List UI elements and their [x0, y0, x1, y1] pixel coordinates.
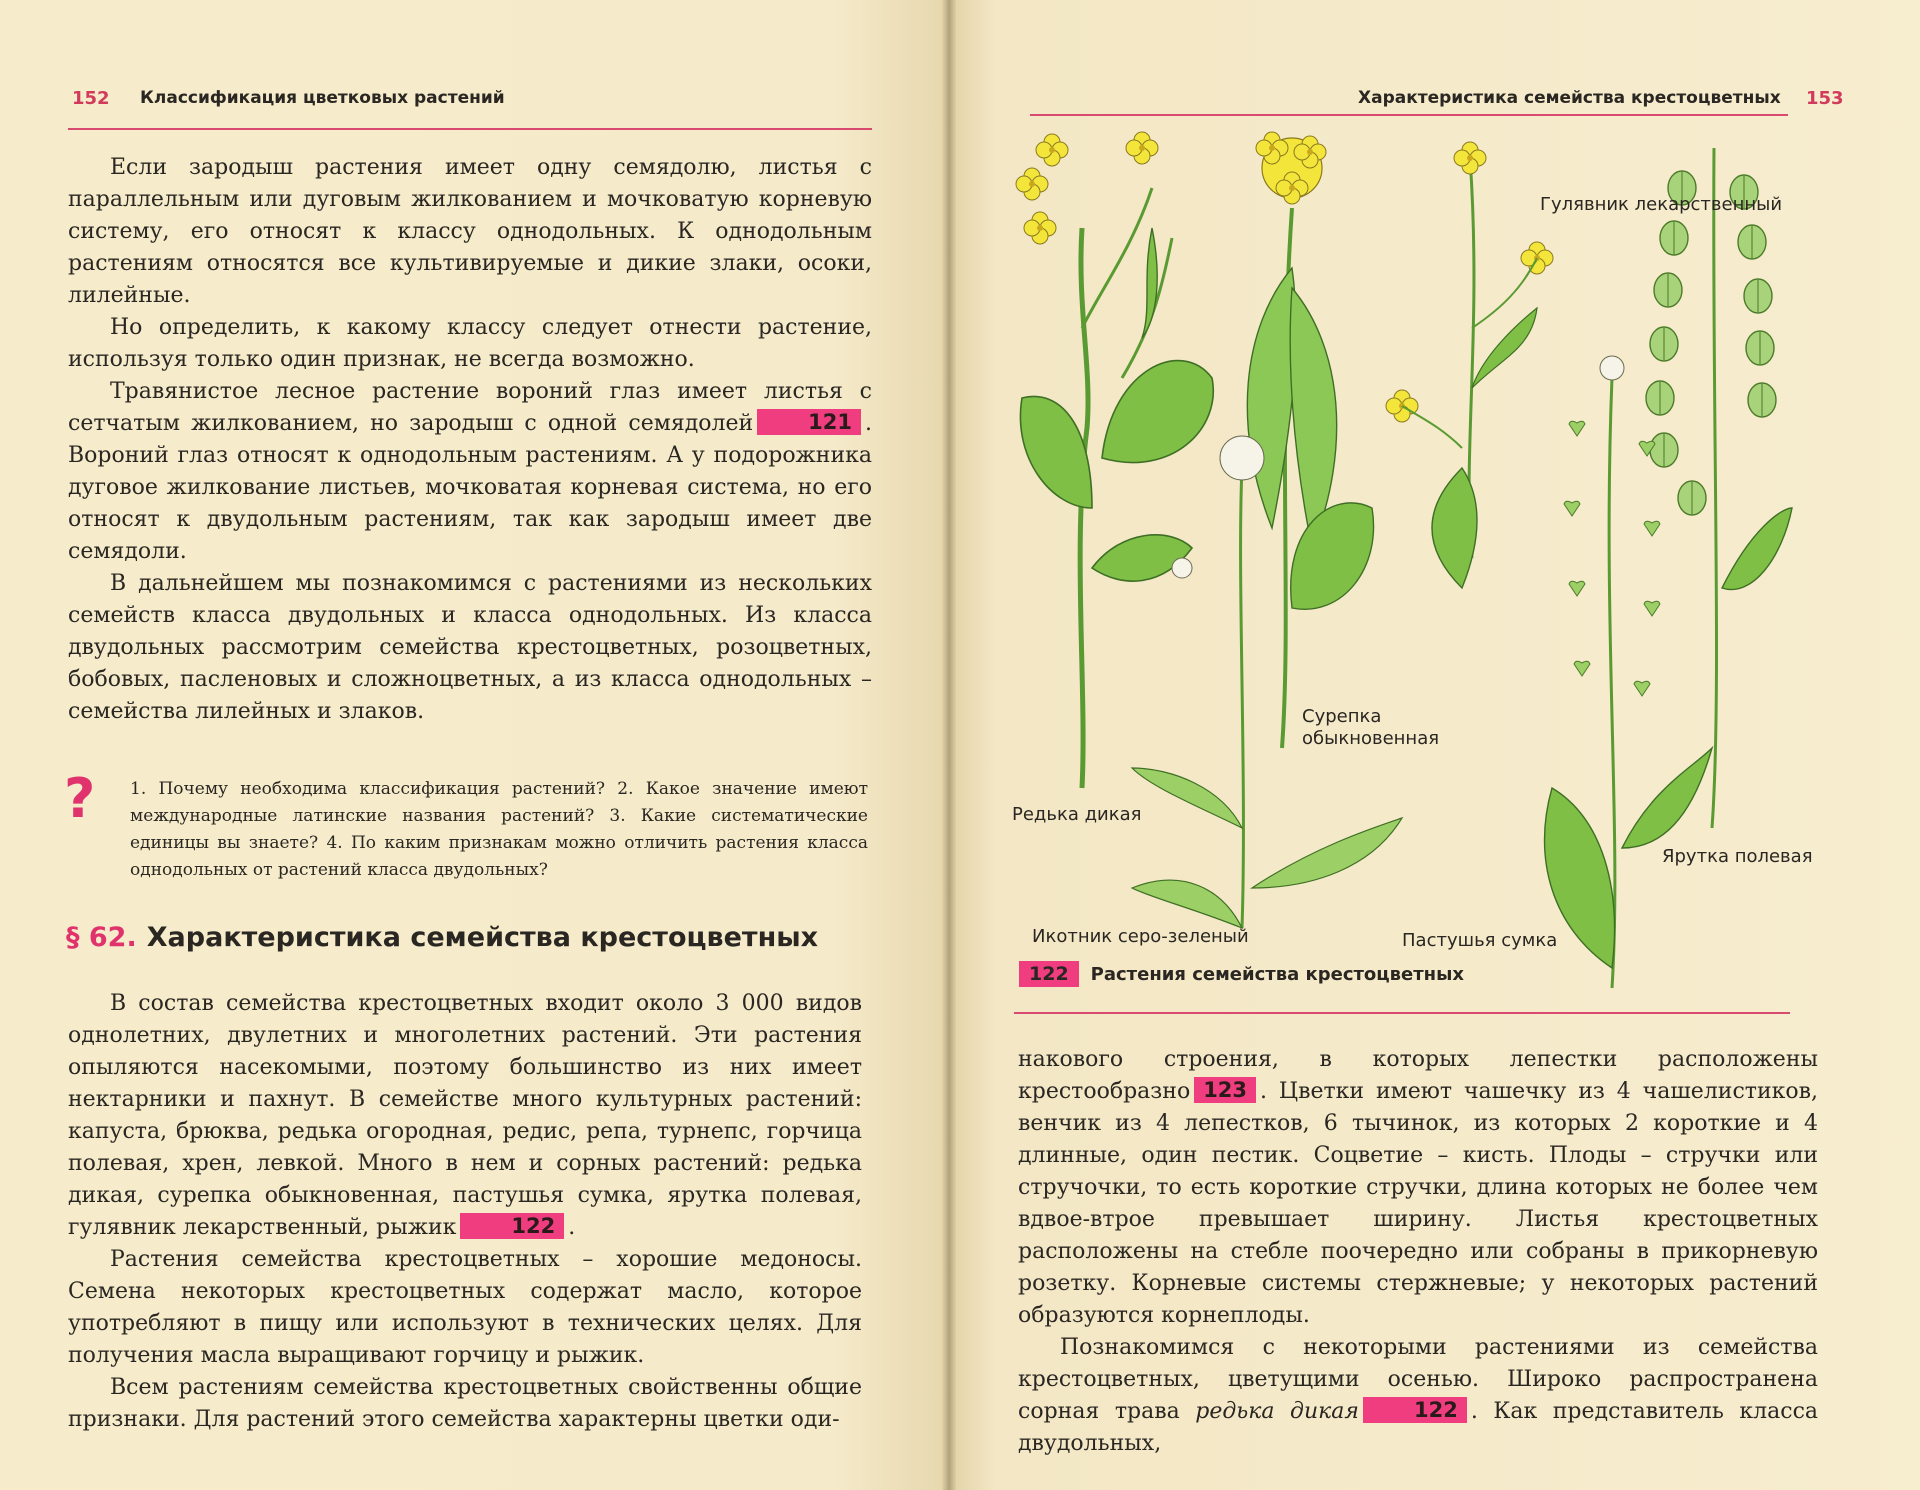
- plant-pastushya: [1545, 356, 1713, 988]
- paragraph-text: . Вороний глаз относят к однодольным растениям. А у подорожника дуговое жилкование листьев, мочковатая корневая система, но его относят к двудольным растениям, так как зародыш имеет две семядоли.: [68, 411, 872, 564]
- plant-gulyavnik: [1386, 142, 1553, 588]
- label-ikotnik: Икотник серо-зеленый: [1032, 926, 1249, 947]
- header-rule-right: [1030, 114, 1788, 116]
- section-title: Характеристика семейства крестоцветных: [146, 922, 819, 953]
- right-text: [1018, 1044, 1818, 1460]
- label-redka: Редька дикая: [1012, 804, 1142, 825]
- paragraph-text: . Цветки имеют чашечку из 4 чашелистиков, венчик из 4 лепестков, 6 тычинок, из которых 2 короткие и 4 длинные, один пестик. Соцветие – кисть. Плоды – стручки или стручочки, то есть короткие стручки, длина которых не более чем вдвое-втрое превышает ширину. Листья крестоцветных расположены на стебле поочередно или собраны в прикорневую розетку. Корневые системы стержневые; у некоторых растений образуются корнеплоды.: [1018, 1079, 1818, 1328]
- plant-illustration: [992, 128, 1852, 1008]
- paragraph-text: накового строения, в которых лепестки расположены крестообразно: [1018, 1047, 1818, 1104]
- italic-term: редька дикая: [1195, 1399, 1359, 1424]
- paragraph: Всем растениям семейства крестоцветных свойственны общие признаки. Для растений этого семейства характерны цветки оди-: [68, 1375, 862, 1432]
- paragraph: Но определить, к какому классу следует отнести растение, используя только один признак, не всегда возможно.: [68, 315, 872, 372]
- figure-number: 122: [1019, 961, 1079, 987]
- paragraph: [1018, 1332, 1818, 1460]
- plant-surepka: [1247, 132, 1373, 748]
- plant-redka: [1016, 132, 1213, 788]
- paragraph: Если зародыш растения имеет одну семядолю, листья с параллельным или дуговым жилкованием и мочковатую корневую систему, его относят к классу однодольных. К однодольным растениям относятся все культивируемые и дикие злаки, осоки, лилейные.: [68, 155, 872, 308]
- paragraph: В дальнейшем мы познакомимся с растениями из нескольких семейств класса двудольных и класса однодольных. Из класса двудольных рассмотрим семейства крестоцветных, розоцветных, бобовых, пасленовых и сложноцветных, а из класса однодольных – семейства лилейных и злаков.: [68, 571, 872, 724]
- paragraph: [68, 376, 872, 568]
- paragraph: [1018, 1044, 1818, 1332]
- header-rule-left: [68, 128, 872, 130]
- label-gulyavnik: Гулявник лекарственный: [1540, 194, 1783, 215]
- running-head-left: Классификация цветковых растений: [140, 88, 505, 108]
- running-head-right: Характеристика семейства крестоцветных: [1358, 88, 1781, 108]
- paragraph-text: Познакомимся с некоторыми растениями из семейства крестоцветных, цветущими осенью. Широко распространена сорная трава: [1018, 1335, 1818, 1424]
- figure-ref-123[interactable]: 123: [1194, 1077, 1256, 1103]
- plant-yarutka: [1646, 148, 1792, 828]
- figure-caption-text: Растения семейства крестоцветных: [1090, 963, 1464, 985]
- page-number-right: 153: [1806, 88, 1844, 109]
- paragraph-text: .: [568, 1215, 576, 1240]
- review-questions: 1. Почему необходима классификация растений? 2. Какое значение имеют международные латинские названия растений? 3. Какие систематические единицы вы знаете? 4. По каким признакам можно отличить растения класса однодольных от растений класса двудольных?: [130, 779, 868, 880]
- figure-caption: [1019, 961, 1464, 987]
- figure-ref-122[interactable]: 122: [460, 1213, 564, 1239]
- section-number: § 62.: [66, 922, 137, 953]
- label-surepka: Сурепка обыкновенная: [1302, 706, 1440, 749]
- section-text: [68, 988, 862, 1436]
- question-icon: ?: [64, 767, 96, 830]
- paragraph: [68, 988, 862, 1244]
- figure-ref-121[interactable]: 121: [757, 409, 861, 435]
- page-number-left: 152: [72, 88, 110, 109]
- book-gutter: [942, 0, 956, 1490]
- label-pastushya: Пастушья сумка: [1402, 930, 1558, 951]
- intro-text: [68, 152, 872, 728]
- paragraph: Растения семейства крестоцветных – хорошие медоносы. Семена некоторых крестоцветных содержат масло, которое употребляют в пищу или используют в технических целях. Для получения масла выращивают горчицу и рыжик.: [68, 1247, 862, 1368]
- paragraph-text: Травянистое лесное растение вороний глаз имеет листья с сетчатым жилкованием, но зародыш с одной семядолей: [68, 379, 872, 436]
- left-page: [0, 0, 948, 1490]
- label-yarutka: Ярутка полевая: [1662, 846, 1813, 867]
- section-heading: [66, 922, 818, 953]
- figure-bottom-rule: [1014, 1012, 1790, 1014]
- paragraph-text: В состав семейства крестоцветных входит около 3 000 видов однолетних, двулетних и многолетних растений. Эти растения опыляются насекомыми, поэтому большинство из них имеет нектарники и пахнут. В семействе много культурных растений: капуста, брюква, редька огородная, редис, репа, турнепс, горчица полевая, хрен, левкой. Много в нем и сорных растений: редька дикая, сурепка обыкновенная, пастушья сумка, ярутка полевая, гулявник лекарственный, рыжик: [68, 991, 862, 1240]
- figure-ref-122-right[interactable]: 122: [1363, 1397, 1467, 1423]
- paragraph-text: . Как представитель класса двудольных,: [1018, 1399, 1818, 1456]
